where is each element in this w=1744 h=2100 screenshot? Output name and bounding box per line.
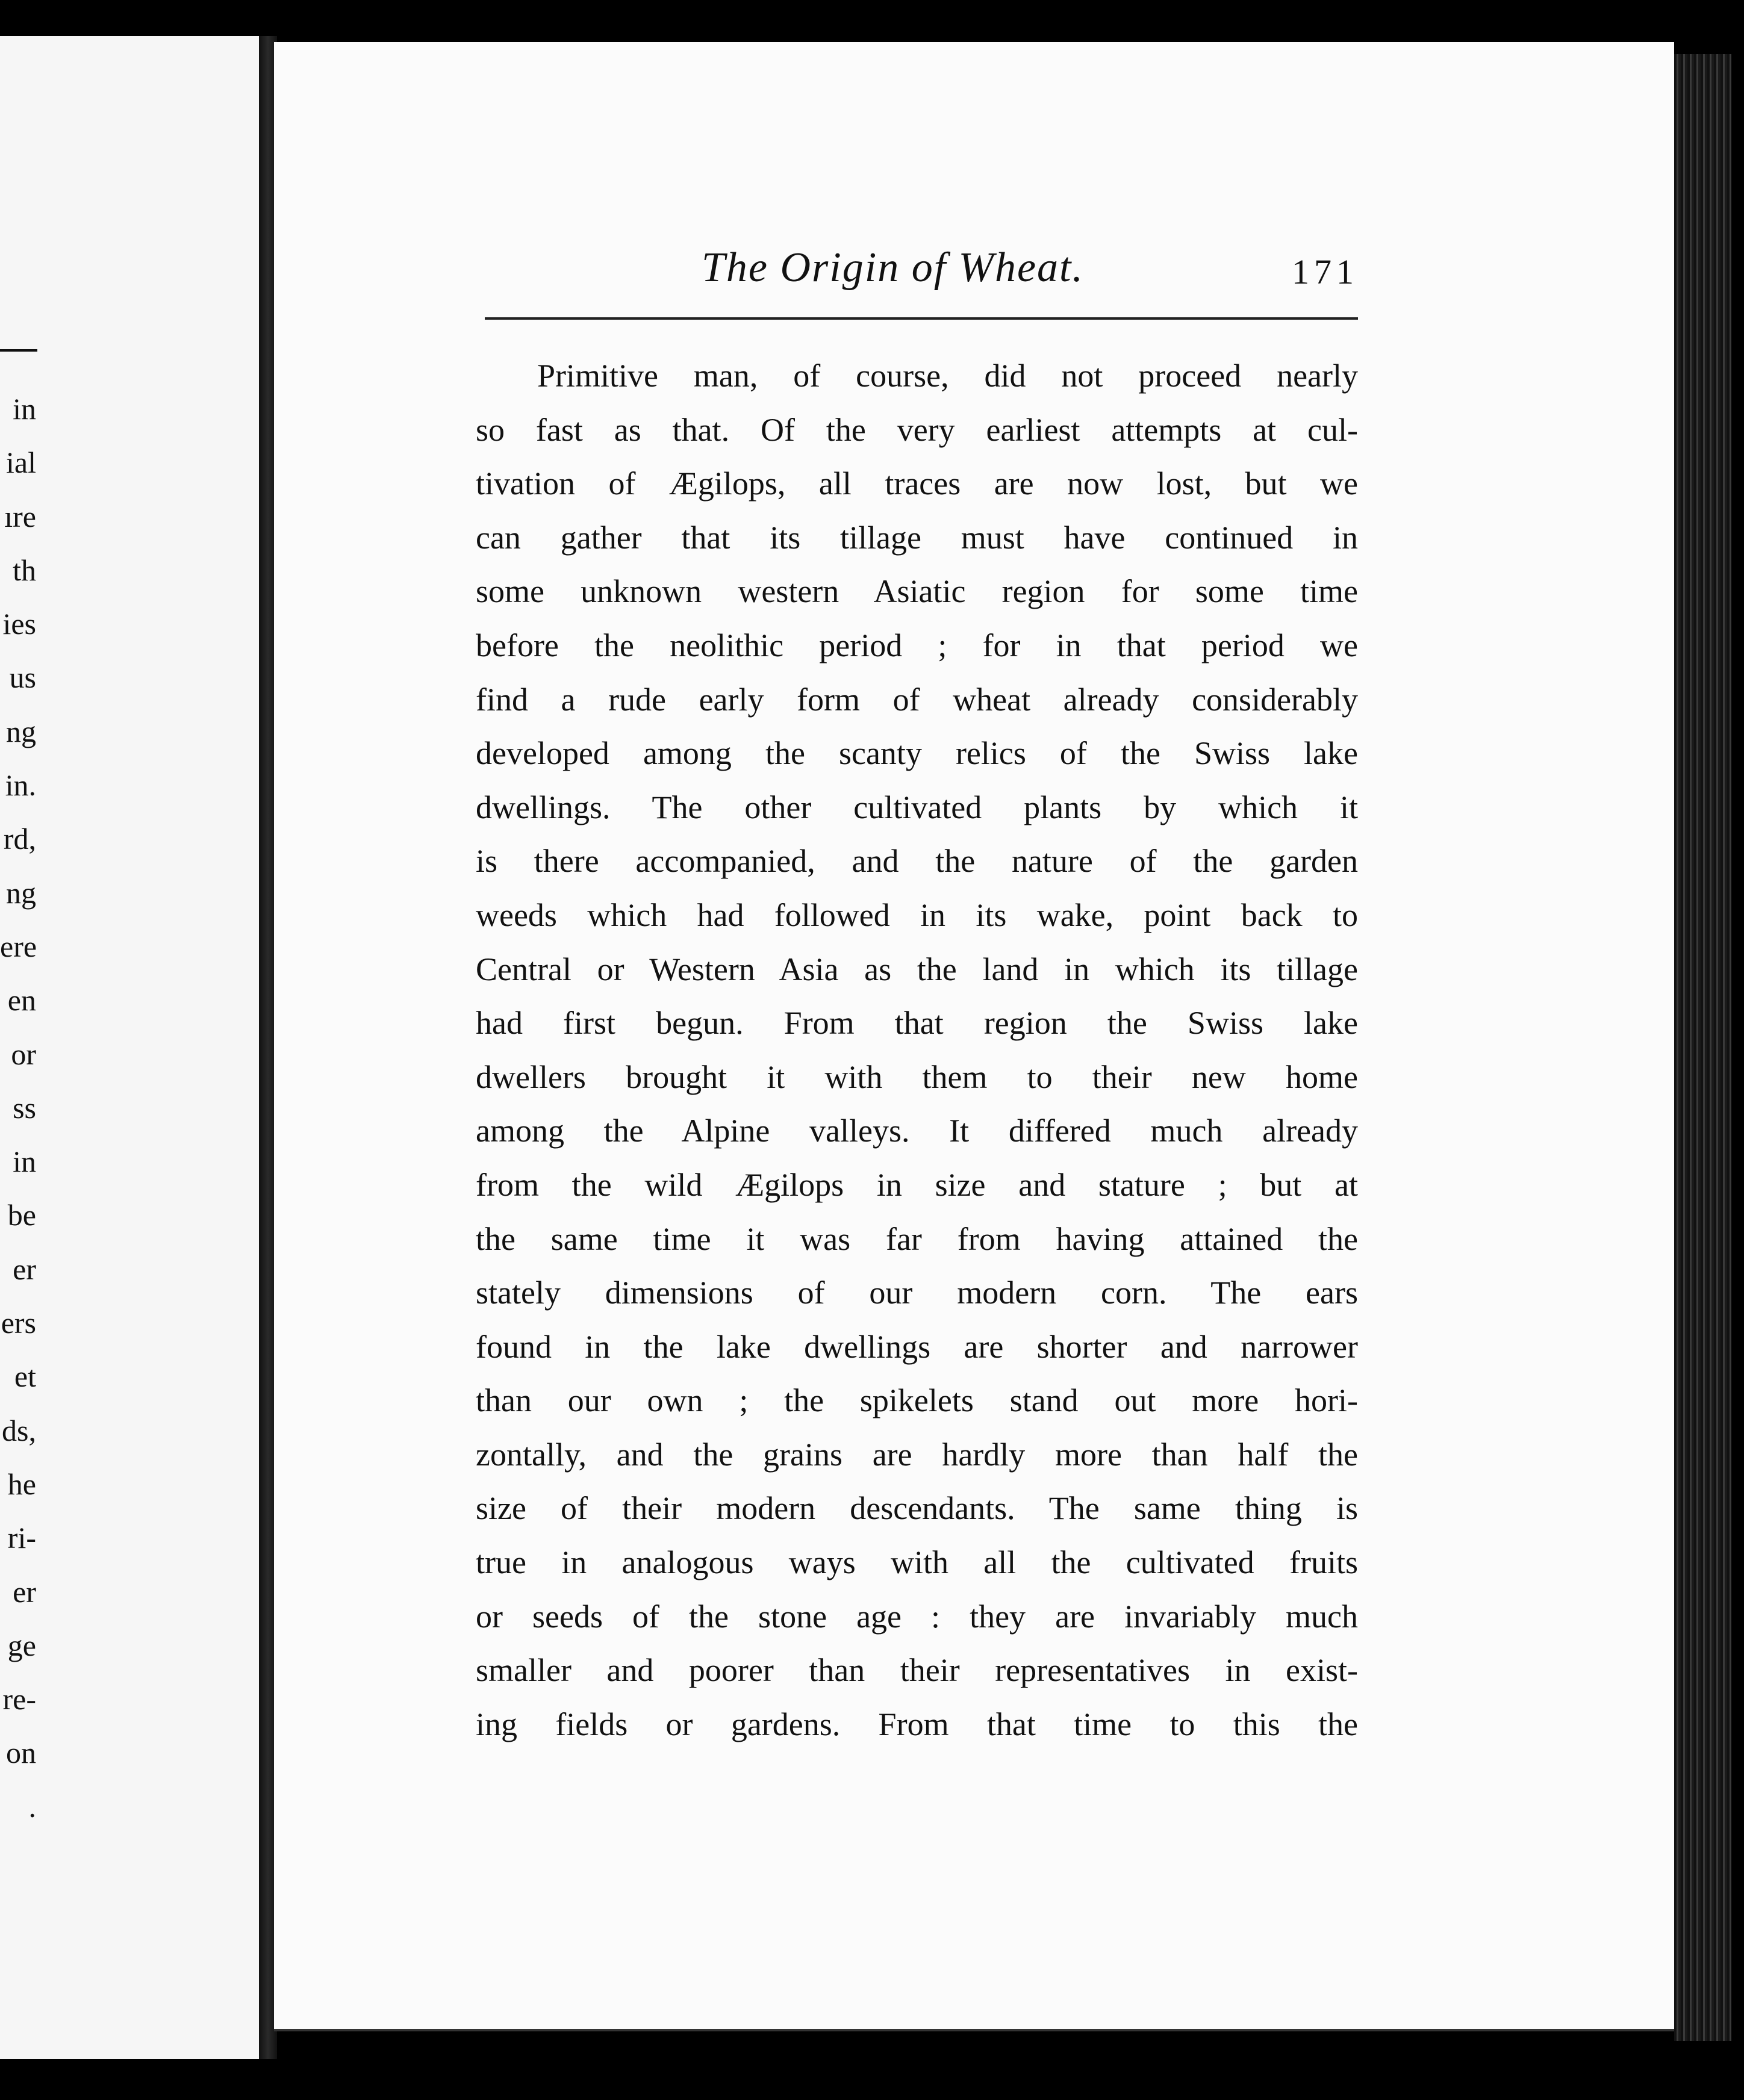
left-fragment: . [28, 1789, 36, 1824]
text-line: weeds which had followed in its wake, point back to [476, 896, 1358, 933]
left-fragment: er [13, 1574, 36, 1609]
text-line: so fast as that. Of the very earliest attempts at cul- [476, 411, 1358, 448]
text-line: than our own ; the spikelets stand out more hori- [476, 1382, 1358, 1419]
left-fragment: in [13, 1145, 36, 1179]
text-line: Central or Western Asia as the land in which its tillage [476, 951, 1358, 987]
text-line: ing fields or gardens. From that time to this the [476, 1706, 1358, 1742]
left-fragment: us [9, 660, 36, 695]
text-line: smaller and poorer than their representatives in exist- [476, 1652, 1358, 1689]
left-fragment: ers [1, 1306, 36, 1340]
left-fragment: ng [6, 714, 36, 748]
left-fragment: ge [7, 1628, 36, 1662]
text-line: had first begun. From that region the Swiss lake [476, 1005, 1358, 1042]
left-fragment: er [13, 1252, 36, 1286]
left-fragment: ri- [7, 1521, 36, 1555]
left-page-rule [0, 349, 37, 352]
text-line: or seeds of the stone age : they are invariably much [476, 1598, 1358, 1635]
text-line: dwellings. The other cultivated plants by which it [476, 789, 1358, 825]
left-fragment: ss [13, 1090, 36, 1125]
left-fragment: ere [0, 929, 37, 963]
text-line: is there accompanied, and the nature of the garden [476, 843, 1358, 880]
left-page-text-fragments [0, 382, 48, 1834]
left-fragment: en [7, 983, 36, 1017]
left-fragment: on [6, 1736, 36, 1770]
body-text [476, 349, 1358, 1751]
text-line: found in the lake dwellings are shorter and narrower [476, 1328, 1358, 1365]
left-fragment: re- [2, 1682, 36, 1716]
text-line: zontally, and the grains are hardly more than half the [476, 1436, 1358, 1473]
text-line: true in analogous ways with all the cultivated fruits [476, 1544, 1358, 1581]
left-fragment: he [7, 1467, 36, 1501]
left-page [0, 36, 265, 2059]
header-rule [485, 317, 1358, 320]
left-fragment: or [11, 1037, 36, 1071]
left-fragment: ıre [4, 499, 36, 533]
text-line: Primitive man, of course, did not proceed nearly [537, 358, 1358, 394]
text-line: find a rude early form of wheat already considerably [476, 681, 1358, 718]
left-fragment: th [13, 553, 36, 587]
left-fragment: et [14, 1359, 36, 1394]
text-line: some unknown western Asiatic region for some time [476, 573, 1358, 610]
text-line: from the wild Ægilops in size and stature ; but at [476, 1166, 1358, 1203]
text-line: tivation of Ægilops, all traces are now lost, but we [476, 465, 1358, 502]
left-fragment: ial [6, 446, 36, 480]
text-line: stately dimensions of our modern corn. The ears [476, 1275, 1358, 1311]
text-line: before the neolithic period ; for in that period we [476, 627, 1358, 663]
running-title: The Origin of Wheat. [702, 244, 1084, 291]
text-line: the same time it was far from having attained the [476, 1220, 1358, 1257]
left-fragment: ng [6, 875, 36, 910]
left-fragment: be [7, 1198, 36, 1232]
text-line: can gather that its tillage must have continued in [476, 519, 1358, 556]
text-line: size of their modern descendants. The same thing is [476, 1490, 1358, 1527]
text-line: dwellers brought it with them to their new home [476, 1058, 1358, 1095]
left-fragment: ies [2, 607, 36, 641]
left-fragment: ds, [2, 1413, 36, 1447]
text-line: among the Alpine valleys. It differed much already [476, 1113, 1358, 1149]
page-edges [1674, 54, 1731, 2041]
left-fragment: rd, [3, 822, 36, 856]
left-fragment: in. [5, 768, 36, 803]
text-line: developed among the scanty relics of the Swiss lake [476, 735, 1358, 772]
page-number: 171 [1292, 252, 1359, 291]
left-fragment: in [13, 392, 36, 426]
